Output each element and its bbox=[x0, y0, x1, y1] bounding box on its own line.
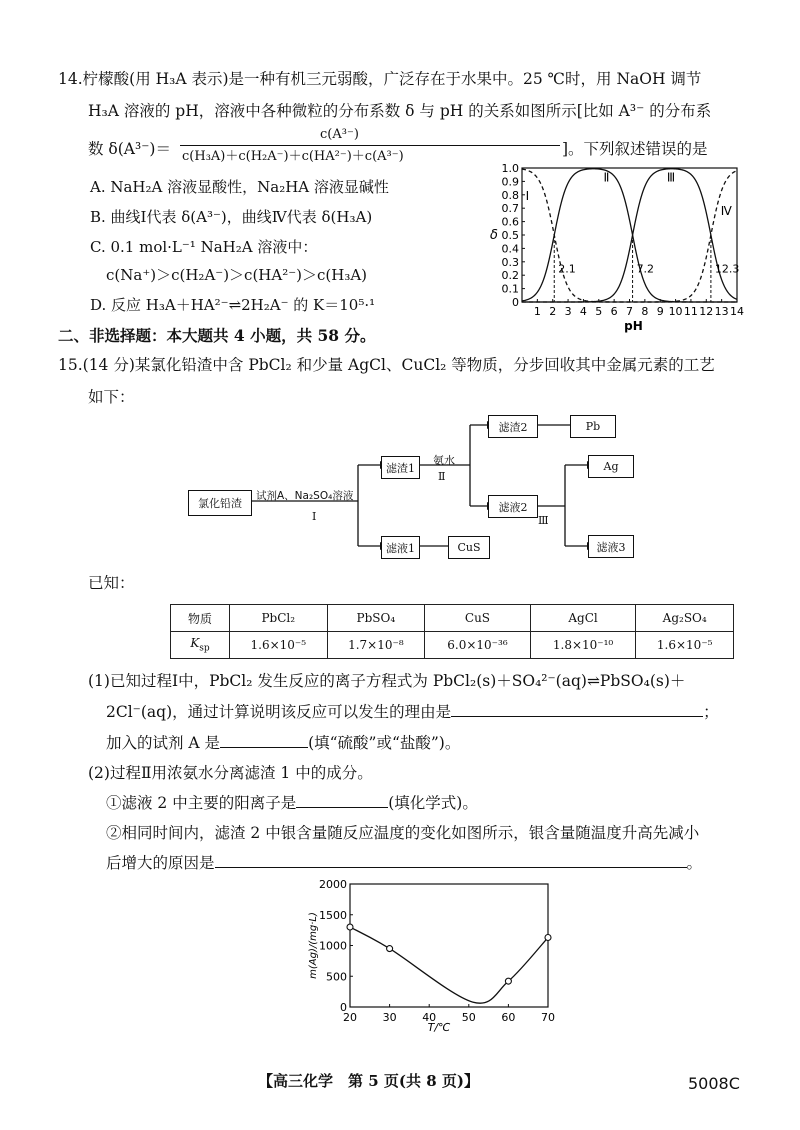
ksp-row-label: $K_{sp}$ bbox=[171, 632, 230, 659]
part1-line1: (1)已知过程Ⅰ中，PbCl₂ 发生反应的离子方程式为 PbCl₂(s)＋SO₄²⁻(aq)⇌PbSO₄(s)＋ bbox=[88, 672, 686, 690]
table-cell: 1.6×10⁻⁵ bbox=[636, 632, 734, 659]
x-tick-label: 11 bbox=[683, 305, 698, 318]
table-header-cell: PbSO₄ bbox=[327, 605, 425, 632]
answer-blank-1[interactable] bbox=[451, 716, 703, 717]
intersection-label: 7.2 bbox=[636, 262, 655, 276]
curve-label: Ⅰ bbox=[525, 189, 530, 204]
x-tick-label: 40 bbox=[422, 1011, 437, 1024]
table-cell: 1.7×10⁻⁸ bbox=[327, 632, 425, 659]
page-footer: 【高三化学 第 5 页(共 8 页)】 bbox=[258, 1072, 479, 1090]
option-a: A. NaH₂A 溶液显酸性，Na₂HA 溶液显碱性 bbox=[90, 178, 389, 196]
x-tick-label: 3 bbox=[564, 305, 572, 318]
table-header-cell: AgCl bbox=[530, 605, 636, 632]
x-tick-label: 10 bbox=[668, 305, 683, 318]
q15-line1: 15.(14 分)某氯化铅渣中含 PbCl₂ 和少量 AgCl、CuCl₂ 等物质，分步回收其中金属元素的工艺 bbox=[58, 356, 715, 374]
x-tick-label: 60 bbox=[501, 1011, 516, 1024]
y-axis-label: δ bbox=[490, 228, 498, 243]
known-label: 已知： bbox=[88, 574, 135, 592]
y-tick-label: 0.8 bbox=[501, 188, 519, 202]
y-tick-label: 500 bbox=[326, 970, 347, 984]
paper-code: 5008C bbox=[688, 1074, 740, 1093]
q14-line2: H₃A 溶液的 pH，溶液中各种微粒的分布系数 δ 与 pH 的关系如图所示[比如 A³⁻ 的分布系 bbox=[88, 102, 712, 120]
silver-curve bbox=[350, 927, 548, 1003]
data-point bbox=[387, 946, 393, 952]
table-cell: 6.0×10⁻³⁶ bbox=[425, 632, 531, 659]
data-point bbox=[545, 935, 551, 941]
y-tick-label: 0 bbox=[512, 296, 519, 309]
fraction-bar bbox=[180, 145, 560, 146]
residue2-box: 滤渣2 bbox=[488, 415, 538, 438]
x-tick-label: 20 bbox=[343, 1011, 357, 1024]
y-tick-label: 0.7 bbox=[501, 202, 519, 216]
part2-q1: ①滤液 2 中主要的阳离子是 (填化学式)。 bbox=[106, 794, 478, 812]
curve-label: Ⅳ bbox=[720, 203, 732, 218]
formula-denominator: c(H₃A)＋c(H₂A⁻)＋c(HA²⁻)＋c(A³⁻) bbox=[182, 149, 404, 164]
formula-numerator: c(A³⁻) bbox=[320, 127, 359, 142]
start-box: 氯化铅渣 bbox=[188, 490, 252, 516]
x-tick-label: 70 bbox=[541, 1011, 555, 1024]
part2-q2-line1: ②相同时间内，滤渣 2 中银含量随反应温度的变化如图所示，银含量随温度升高先减小 bbox=[106, 824, 700, 842]
y-tick-label: 2000 bbox=[319, 878, 347, 891]
table-header-cell: 物质 bbox=[171, 605, 230, 632]
formula-prefix: 数 δ(A³⁻)＝ bbox=[88, 140, 171, 158]
table-cell: 1.6×10⁻⁵ bbox=[230, 632, 328, 659]
y-tick-label: 1.0 bbox=[501, 162, 519, 175]
y-tick-label: 0 bbox=[340, 1001, 347, 1014]
x-tick-label: 12 bbox=[699, 305, 714, 318]
curve-label: Ⅱ bbox=[603, 170, 610, 185]
y-tick-label: 1000 bbox=[319, 939, 347, 953]
x-tick-label: 1 bbox=[533, 305, 541, 318]
distribution-chart bbox=[482, 160, 752, 338]
curve-label: Ⅲ bbox=[666, 170, 676, 185]
table-header-cell: Ag₂SO₄ bbox=[636, 605, 734, 632]
x-axis-label: T/℃ bbox=[427, 1021, 451, 1034]
y-tick-label: 0.1 bbox=[501, 282, 519, 296]
x-axis-label: pH bbox=[624, 319, 643, 333]
y-tick-label: 0.6 bbox=[501, 215, 519, 229]
intersection-label: 12.3 bbox=[714, 262, 740, 276]
filtrate2-box: 滤液2 bbox=[488, 495, 538, 518]
reagent-label: 试剂A、Na₂SO₄溶液 bbox=[256, 490, 354, 502]
filtrate1-box: 滤液1 bbox=[381, 536, 420, 559]
option-c-detail: c(Na⁺)＞c(H₂A⁻)＞c(HA²⁻)＞c(H₃A) bbox=[106, 266, 368, 284]
step3-label: Ⅲ bbox=[538, 514, 549, 527]
y-tick-label: 1500 bbox=[319, 908, 347, 922]
x-tick-label: 14 bbox=[730, 305, 744, 318]
x-tick-label: 8 bbox=[641, 305, 649, 318]
y-tick-label: 0.9 bbox=[501, 175, 519, 189]
answer-blank-4[interactable] bbox=[215, 867, 687, 868]
residue1-box: 滤渣1 bbox=[381, 456, 420, 479]
formula-suffix: ]。下列叙述错误的是 bbox=[562, 140, 708, 158]
x-tick-label: 13 bbox=[714, 305, 729, 318]
part1-line3: 加入的试剂 A 是 (填“硫酸”或“盐酸”)。 bbox=[106, 734, 461, 752]
x-tick-label: 7 bbox=[626, 305, 633, 318]
x-tick-label: 9 bbox=[656, 305, 664, 318]
data-point bbox=[347, 924, 353, 930]
table-header-cell: CuS bbox=[425, 605, 531, 632]
intersection-label: 2.1 bbox=[558, 262, 576, 276]
part2-line1: (2)过程Ⅱ用浓氨水分离滤渣 1 中的成分。 bbox=[88, 764, 373, 782]
section-heading: 二、非选择题：本大题共 4 小题，共 58 分。 bbox=[58, 326, 376, 345]
q14-line1: 14.柠檬酸(用 H₃A 表示)是一种有机三元弱酸，广泛存在于水果中。25 ℃时，用 NaOH 调节 bbox=[58, 70, 702, 88]
table-cell: 1.8×10⁻¹⁰ bbox=[530, 632, 636, 659]
table-row bbox=[171, 632, 734, 659]
x-tick-label: 2 bbox=[549, 305, 557, 318]
silver-content-chart bbox=[300, 872, 570, 1044]
ag-box: Ag bbox=[588, 455, 634, 478]
x-tick-label: 5 bbox=[595, 305, 603, 318]
answer-blank-2[interactable] bbox=[220, 747, 308, 748]
plot-frame bbox=[350, 884, 548, 1007]
x-tick-label: 4 bbox=[579, 305, 587, 318]
cus-box: CuS bbox=[448, 536, 490, 559]
part2-q2-line2: 后增大的原因是 。 bbox=[106, 854, 703, 872]
filtrate3-box: 滤液3 bbox=[588, 535, 634, 558]
option-b: B. 曲线Ⅰ代表 δ(A³⁻)，曲线Ⅳ代表 δ(H₃A) bbox=[90, 208, 373, 226]
option-d: D. 反应 H₃A＋HA²⁻⇌2H₂A⁻ 的 K＝10⁵·¹ bbox=[90, 296, 376, 314]
ammonia-label: 氨水 bbox=[433, 454, 455, 467]
x-tick-label: 50 bbox=[461, 1011, 476, 1024]
data-point bbox=[505, 978, 511, 984]
answer-blank-3[interactable] bbox=[296, 807, 388, 808]
y-tick-label: 0.4 bbox=[501, 242, 519, 256]
x-tick-label: 30 bbox=[382, 1011, 397, 1024]
step1-label: Ⅰ bbox=[312, 510, 317, 523]
option-c: C. 0.1 mol·L⁻¹ NaH₂A 溶液中： bbox=[90, 238, 318, 256]
q15-line2: 如下： bbox=[88, 388, 135, 406]
table-header-row bbox=[171, 605, 734, 632]
y-tick-label: 0.3 bbox=[501, 255, 519, 269]
part1-line2: 2Cl⁻(aq)，通过计算说明该反应可以发生的理由是 ； bbox=[106, 703, 719, 721]
y-axis-label: m(Ag)/(mg·L) bbox=[308, 912, 319, 979]
pb-box: Pb bbox=[570, 415, 616, 438]
ksp-table bbox=[170, 604, 734, 659]
x-tick-label: 6 bbox=[610, 305, 618, 318]
step2-label: Ⅱ bbox=[438, 470, 446, 483]
y-tick-label: 0.2 bbox=[501, 269, 519, 283]
y-tick-label: 0.5 bbox=[501, 229, 519, 242]
table-header-cell: PbCl₂ bbox=[230, 605, 328, 632]
